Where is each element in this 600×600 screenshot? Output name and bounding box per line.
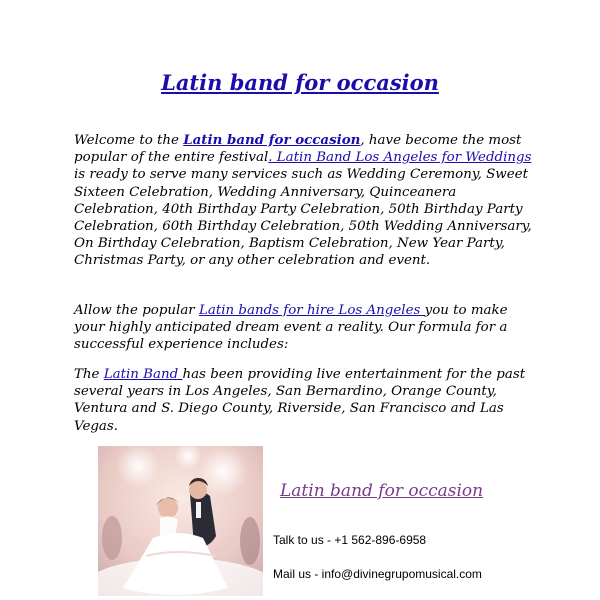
allow-text-end: you to make your highly anticipated dream event a reality. Our formula for a successful experience includes: — [74, 303, 508, 353]
intro-paragraph — [74, 132, 534, 270]
phone-contact: Talk to us - +1 562-896-6958 — [273, 533, 427, 547]
latin-band-weddings-link[interactable]: . Latin Band Los Angeles for Weddings — [268, 150, 532, 166]
intro-text-services: is ready to serve many services such as Wedding Ceremony, Sweet Sixteen Celebration, Wedding Anniversary, Quinceanera Celebration, 40th Birthday Party Celebration, 50th Birthday Party Celebration, 60th Birthday Celebration, 50th Wedding Anniversary, On Birthday Celebration, Baptism Celebration, New Year Party, Christmas Party, or any other celebration and event. — [74, 167, 532, 269]
allow-text-start: Allow the popular — [74, 303, 199, 318]
page-title — [0, 70, 600, 95]
intro-text-start: Welcome to the — [74, 133, 184, 148]
coverage-text-end: has been providing live entertainment for the past several years in Los Angeles, San Bernardino, Orange County, Ventura and S. Diego County, Riverside, San Francisco and Las Vegas. — [74, 367, 526, 434]
email-contact: Mail us - info@divinegrupomusical.com — [273, 567, 482, 581]
wedding-dance-illustration — [98, 446, 263, 596]
wedding-dance-photo — [98, 446, 263, 596]
intro-text-mid: , have become the most popular of the entire festival — [74, 133, 522, 166]
coverage-text-start: The — [74, 367, 104, 382]
latin-band-link[interactable]: Latin Band — [103, 367, 183, 382]
contact-title[interactable]: Latin band for occasion — [280, 481, 484, 501]
title-link[interactable]: Latin band for occasion — [161, 70, 439, 95]
latin-band-occasion-link[interactable]: Latin band for occasion — [183, 132, 361, 148]
coverage-paragraph — [74, 366, 534, 435]
latin-bands-hire-link[interactable]: Latin bands for hire Los Angeles — [198, 303, 425, 318]
allow-paragraph — [74, 302, 534, 354]
